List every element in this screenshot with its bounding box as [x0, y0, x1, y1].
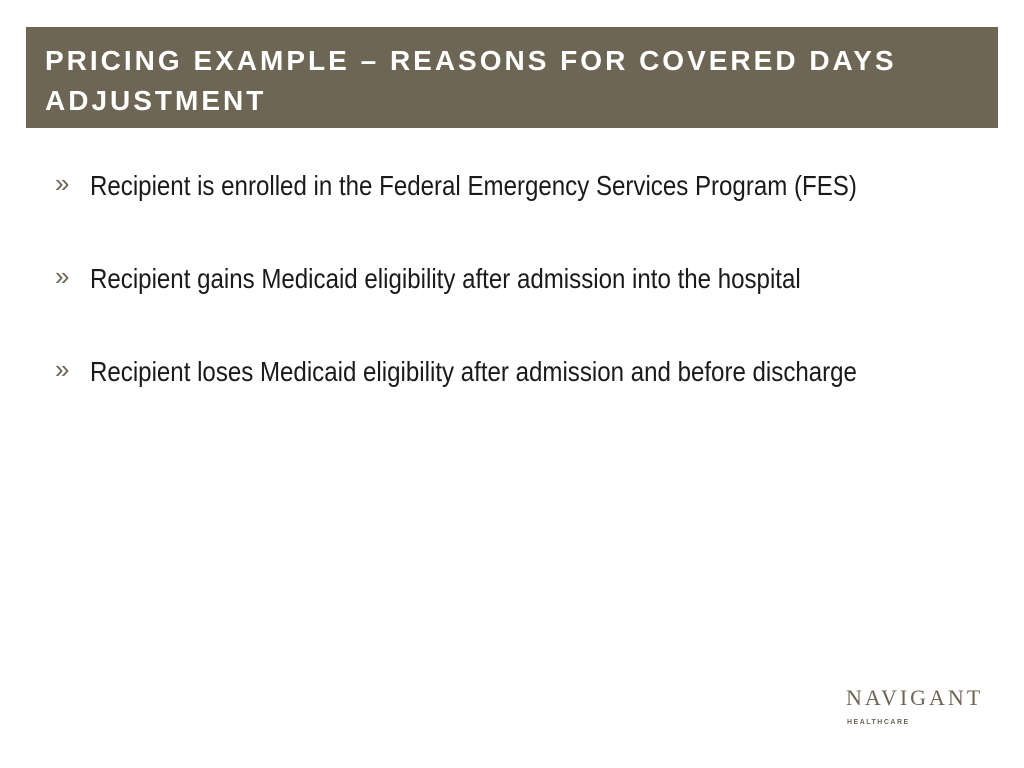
bullet-text: Recipient is enrolled in the Federal Emergency Services Program (FES) [90, 170, 857, 201]
logo-tagline: HEALTHCARE [847, 719, 910, 726]
title-bar [26, 27, 998, 128]
logo-wordmark: NAVIGANT [846, 685, 984, 710]
bullet-text: Recipient loses Medicaid eligibility after admission and before discharge [90, 356, 857, 387]
bullet-item [55, 352, 1005, 445]
bullet-list [55, 166, 1005, 445]
bullet-text: Recipient gains Medicaid eligibility after admission into the hospital [90, 263, 801, 294]
slide-title: PRICING EXAMPLE – REASONS FOR COVERED DAYS ADJUSTMENT [45, 45, 897, 116]
bullet-chevron-icon: » [55, 354, 70, 384]
bullet-item [55, 259, 1005, 352]
bullet-chevron-icon: » [55, 261, 70, 291]
bullet-item [55, 166, 1005, 259]
navigant-logo [846, 684, 984, 732]
bullet-chevron-icon: » [55, 168, 70, 198]
